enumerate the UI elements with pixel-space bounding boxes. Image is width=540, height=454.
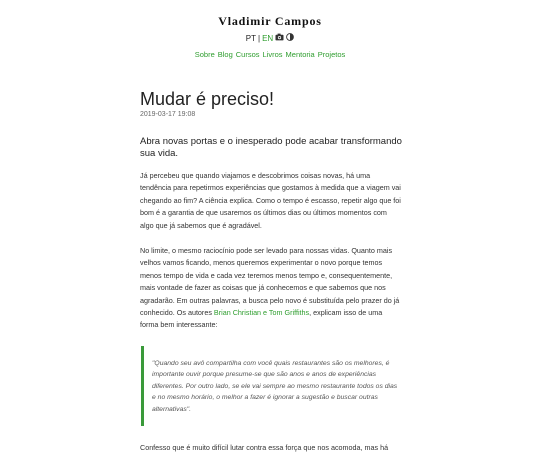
- lang-en-link[interactable]: EN: [262, 34, 274, 43]
- paragraph-1: Já percebeu que quando viajamos e descobrimos coisas novas, há uma tendência para repetirmos experiências que gostamos à medida que a viagem vai chegando ao fim? A ciência explica. Como o tempo é escasso, repetir algo que foi bom é a garantia de que usaremos os últimos dias ou últimos momentos com algo que já sabemos que é agradável.: [140, 171, 401, 230]
- main-nav: [0, 50, 540, 60]
- nav-sobre[interactable]: Sobre: [194, 50, 215, 59]
- nav-projetos[interactable]: Projetos: [317, 50, 346, 59]
- lang-separator: |: [258, 34, 261, 43]
- paragraph-3: Confesso que é muito difícil lutar contra essa força que nos acomoda, mas há: [140, 442, 389, 452]
- nav-mentoria[interactable]: Mentoria: [285, 50, 315, 59]
- language-switcher: [0, 33, 540, 45]
- nav-livros[interactable]: Livros: [262, 50, 283, 59]
- nav-blog[interactable]: Blog: [217, 50, 233, 59]
- paragraph-2: [140, 245, 402, 332]
- post-date: 2019-03-17 19:08: [140, 111, 196, 118]
- article: [140, 88, 402, 454]
- theme-toggle-icon[interactable]: [286, 33, 294, 45]
- authors-link[interactable]: Brian Christian e Tom Griffiths: [213, 308, 310, 318]
- site-title[interactable]: Vladimir Campos: [218, 14, 322, 28]
- site-header: [0, 14, 540, 60]
- blockquote: "Quando seu avô compartilha com você quais restaurantes são os melhores, é importante ouvir porque presume-se que são anos e anos de experiências diferentes. Por outro lado, se ele vai sempre ao mesmo restaurante todos os dias e no mesmo horário, o melhor a fazer é ignorar a sugestão e buscar outras alternativas".: [141, 346, 402, 426]
- camera-icon[interactable]: [275, 33, 284, 45]
- nav-cursos[interactable]: Cursos: [235, 50, 260, 59]
- paragraph-2-text: No limite, o mesmo raciocínio pode ser levado para nossas vidas. Quanto mais velhos vamos ficando, menos queremos experimentar o novo porque temos menos tempo de vida e cada vez teremos menos tempo e, consequentemente, mais vontade de fazer as coisas que já conhecemos e que sabemos que nos agradarão. Em outras palavras, a busca pelo novo é substituída pelo prazer do já conhecido. Os autores: [140, 246, 400, 318]
- post-title: Mudar é preciso!: [140, 89, 275, 109]
- post-lead: Abra novas portas e o inesperado pode acabar transformando sua vida.: [140, 136, 402, 159]
- paragraph-2-text-end: , explicam isso de uma forma bem interessante:: [140, 308, 383, 330]
- lang-pt-link[interactable]: PT: [245, 34, 257, 43]
